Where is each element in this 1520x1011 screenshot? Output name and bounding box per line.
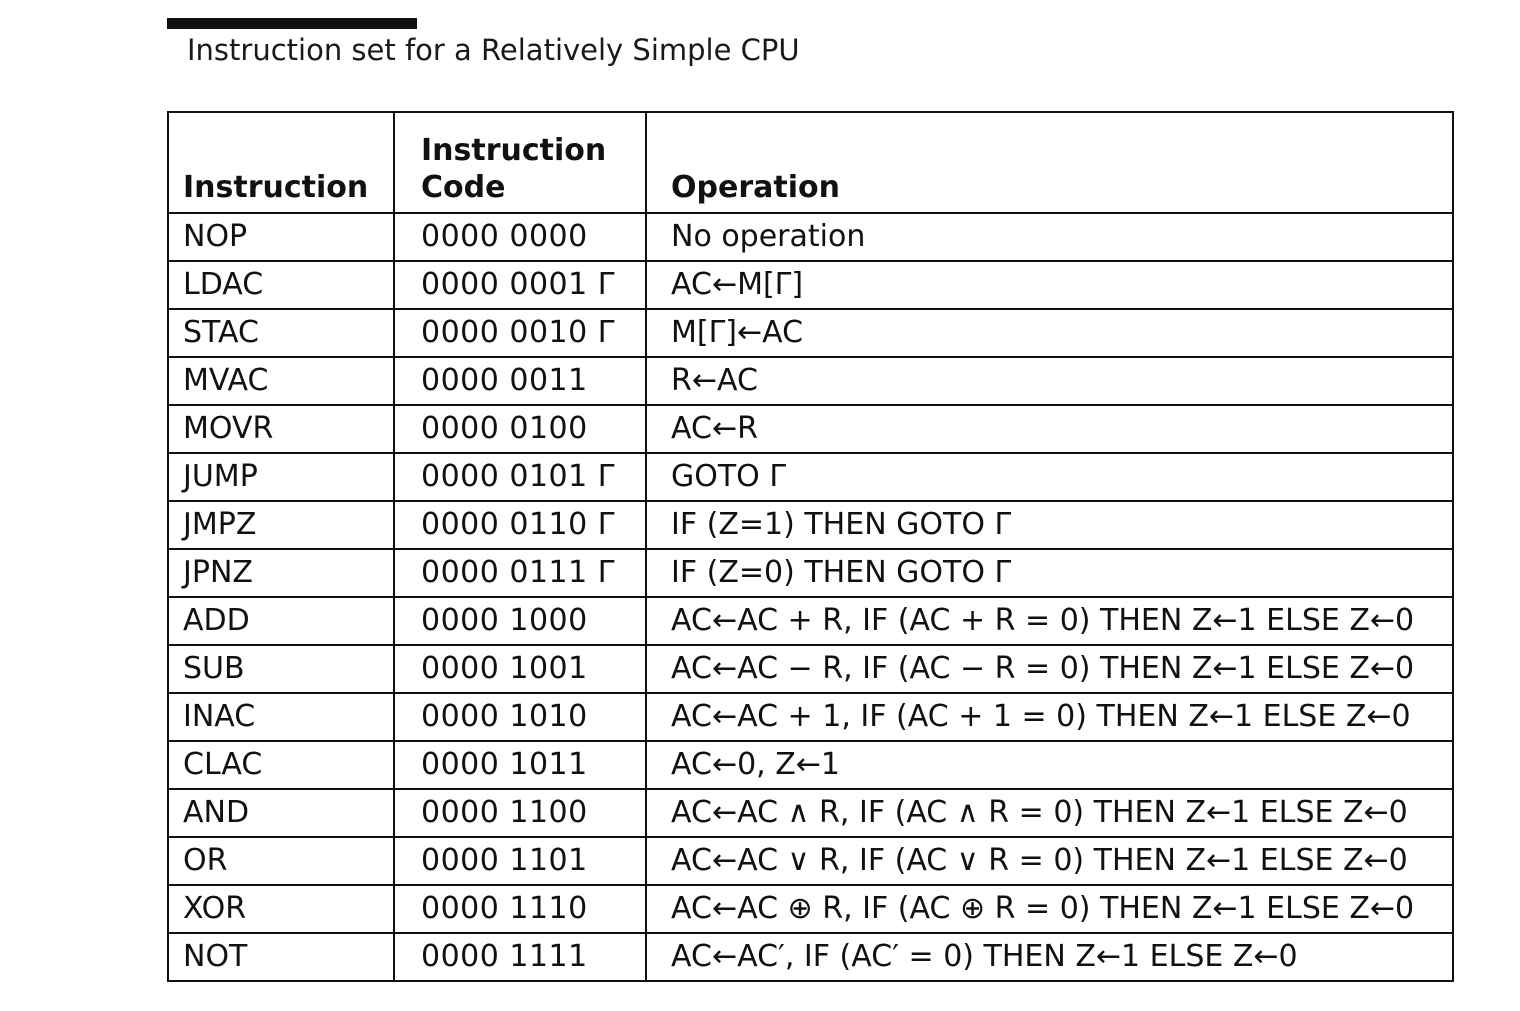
table-row <box>168 789 1453 837</box>
table-row <box>168 933 1453 981</box>
instruction-set-table <box>167 111 1454 982</box>
operation-cell: AC←AC ∨ R, IF (AC ∨ R = 0) THEN Z←1 ELSE Z←0 <box>646 837 1453 885</box>
instruction-cell: XOR <box>168 885 394 933</box>
instruction-cell: JMPZ <box>168 501 394 549</box>
code-cell: 0000 1001 <box>394 645 646 693</box>
operation-cell: No operation <box>646 213 1453 261</box>
table-row <box>168 885 1453 933</box>
table-row <box>168 741 1453 789</box>
instruction-cell: STAC <box>168 309 394 357</box>
operation-cell: AC←AC − R, IF (AC − R = 0) THEN Z←1 ELSE Z←0 <box>646 645 1453 693</box>
instruction-cell: NOT <box>168 933 394 981</box>
instruction-cell: SUB <box>168 645 394 693</box>
caption-rule <box>167 18 417 29</box>
header-instruction-code <box>394 112 646 213</box>
code-cell: 0000 0110 Γ <box>394 501 646 549</box>
header-operation <box>646 112 1453 213</box>
code-cell: 0000 1110 <box>394 885 646 933</box>
operation-cell: AC←R <box>646 405 1453 453</box>
table-row <box>168 645 1453 693</box>
header-code-line1: Instruction <box>421 133 607 168</box>
code-cell: 0000 0010 Γ <box>394 309 646 357</box>
instruction-cell: ADD <box>168 597 394 645</box>
instruction-cell: INAC <box>168 693 394 741</box>
code-cell: 0000 0000 <box>394 213 646 261</box>
code-cell: 0000 1101 <box>394 837 646 885</box>
table-row <box>168 405 1453 453</box>
code-cell: 0000 0011 <box>394 357 646 405</box>
table-row <box>168 549 1453 597</box>
table-row <box>168 357 1453 405</box>
instruction-cell: LDAC <box>168 261 394 309</box>
operation-cell: IF (Z=1) THEN GOTO Γ <box>646 501 1453 549</box>
header-row <box>168 112 1453 213</box>
table-row <box>168 597 1453 645</box>
instruction-cell: CLAC <box>168 741 394 789</box>
operation-cell: AC←AC + R, IF (AC + R = 0) THEN Z←1 ELSE Z←0 <box>646 597 1453 645</box>
operation-cell: AC←AC ⊕ R, IF (AC ⊕ R = 0) THEN Z←1 ELSE Z←0 <box>646 885 1453 933</box>
table-row <box>168 453 1453 501</box>
instruction-cell: JPNZ <box>168 549 394 597</box>
operation-cell: AC←AC ∧ R, IF (AC ∧ R = 0) THEN Z←1 ELSE Z←0 <box>646 789 1453 837</box>
operation-cell: R←AC <box>646 357 1453 405</box>
code-cell: 0000 0100 <box>394 405 646 453</box>
instruction-cell: AND <box>168 789 394 837</box>
instruction-cell: NOP <box>168 213 394 261</box>
table-row <box>168 261 1453 309</box>
instruction-cell: JUMP <box>168 453 394 501</box>
operation-cell: AC←0, Z←1 <box>646 741 1453 789</box>
instruction-cell: MOVR <box>168 405 394 453</box>
instruction-cell: MVAC <box>168 357 394 405</box>
code-cell: 0000 0111 Γ <box>394 549 646 597</box>
code-cell: 0000 0001 Γ <box>394 261 646 309</box>
header-code-line2: Code <box>421 170 506 205</box>
table-row <box>168 837 1453 885</box>
operation-cell: AC←AC + 1, IF (AC + 1 = 0) THEN Z←1 ELSE Z←0 <box>646 693 1453 741</box>
operation-cell: GOTO Γ <box>646 453 1453 501</box>
header-operation-label: Operation <box>671 170 840 205</box>
code-cell: 0000 1100 <box>394 789 646 837</box>
code-cell: 0000 0101 Γ <box>394 453 646 501</box>
table-caption: Instruction set for a Relatively Simple CPU <box>187 33 800 67</box>
operation-cell: IF (Z=0) THEN GOTO Γ <box>646 549 1453 597</box>
table-row <box>168 213 1453 261</box>
code-cell: 0000 1011 <box>394 741 646 789</box>
operation-cell: M[Γ]←AC <box>646 309 1453 357</box>
code-cell: 0000 1010 <box>394 693 646 741</box>
table-row <box>168 309 1453 357</box>
operation-cell: AC←M[Γ] <box>646 261 1453 309</box>
instruction-cell: OR <box>168 837 394 885</box>
header-instruction-label: Instruction <box>183 170 369 205</box>
code-cell: 0000 1111 <box>394 933 646 981</box>
table-row <box>168 693 1453 741</box>
table-row <box>168 501 1453 549</box>
code-cell: 0000 1000 <box>394 597 646 645</box>
operation-cell: AC←AC′, IF (AC′ = 0) THEN Z←1 ELSE Z←0 <box>646 933 1453 981</box>
header-instruction <box>168 112 394 213</box>
